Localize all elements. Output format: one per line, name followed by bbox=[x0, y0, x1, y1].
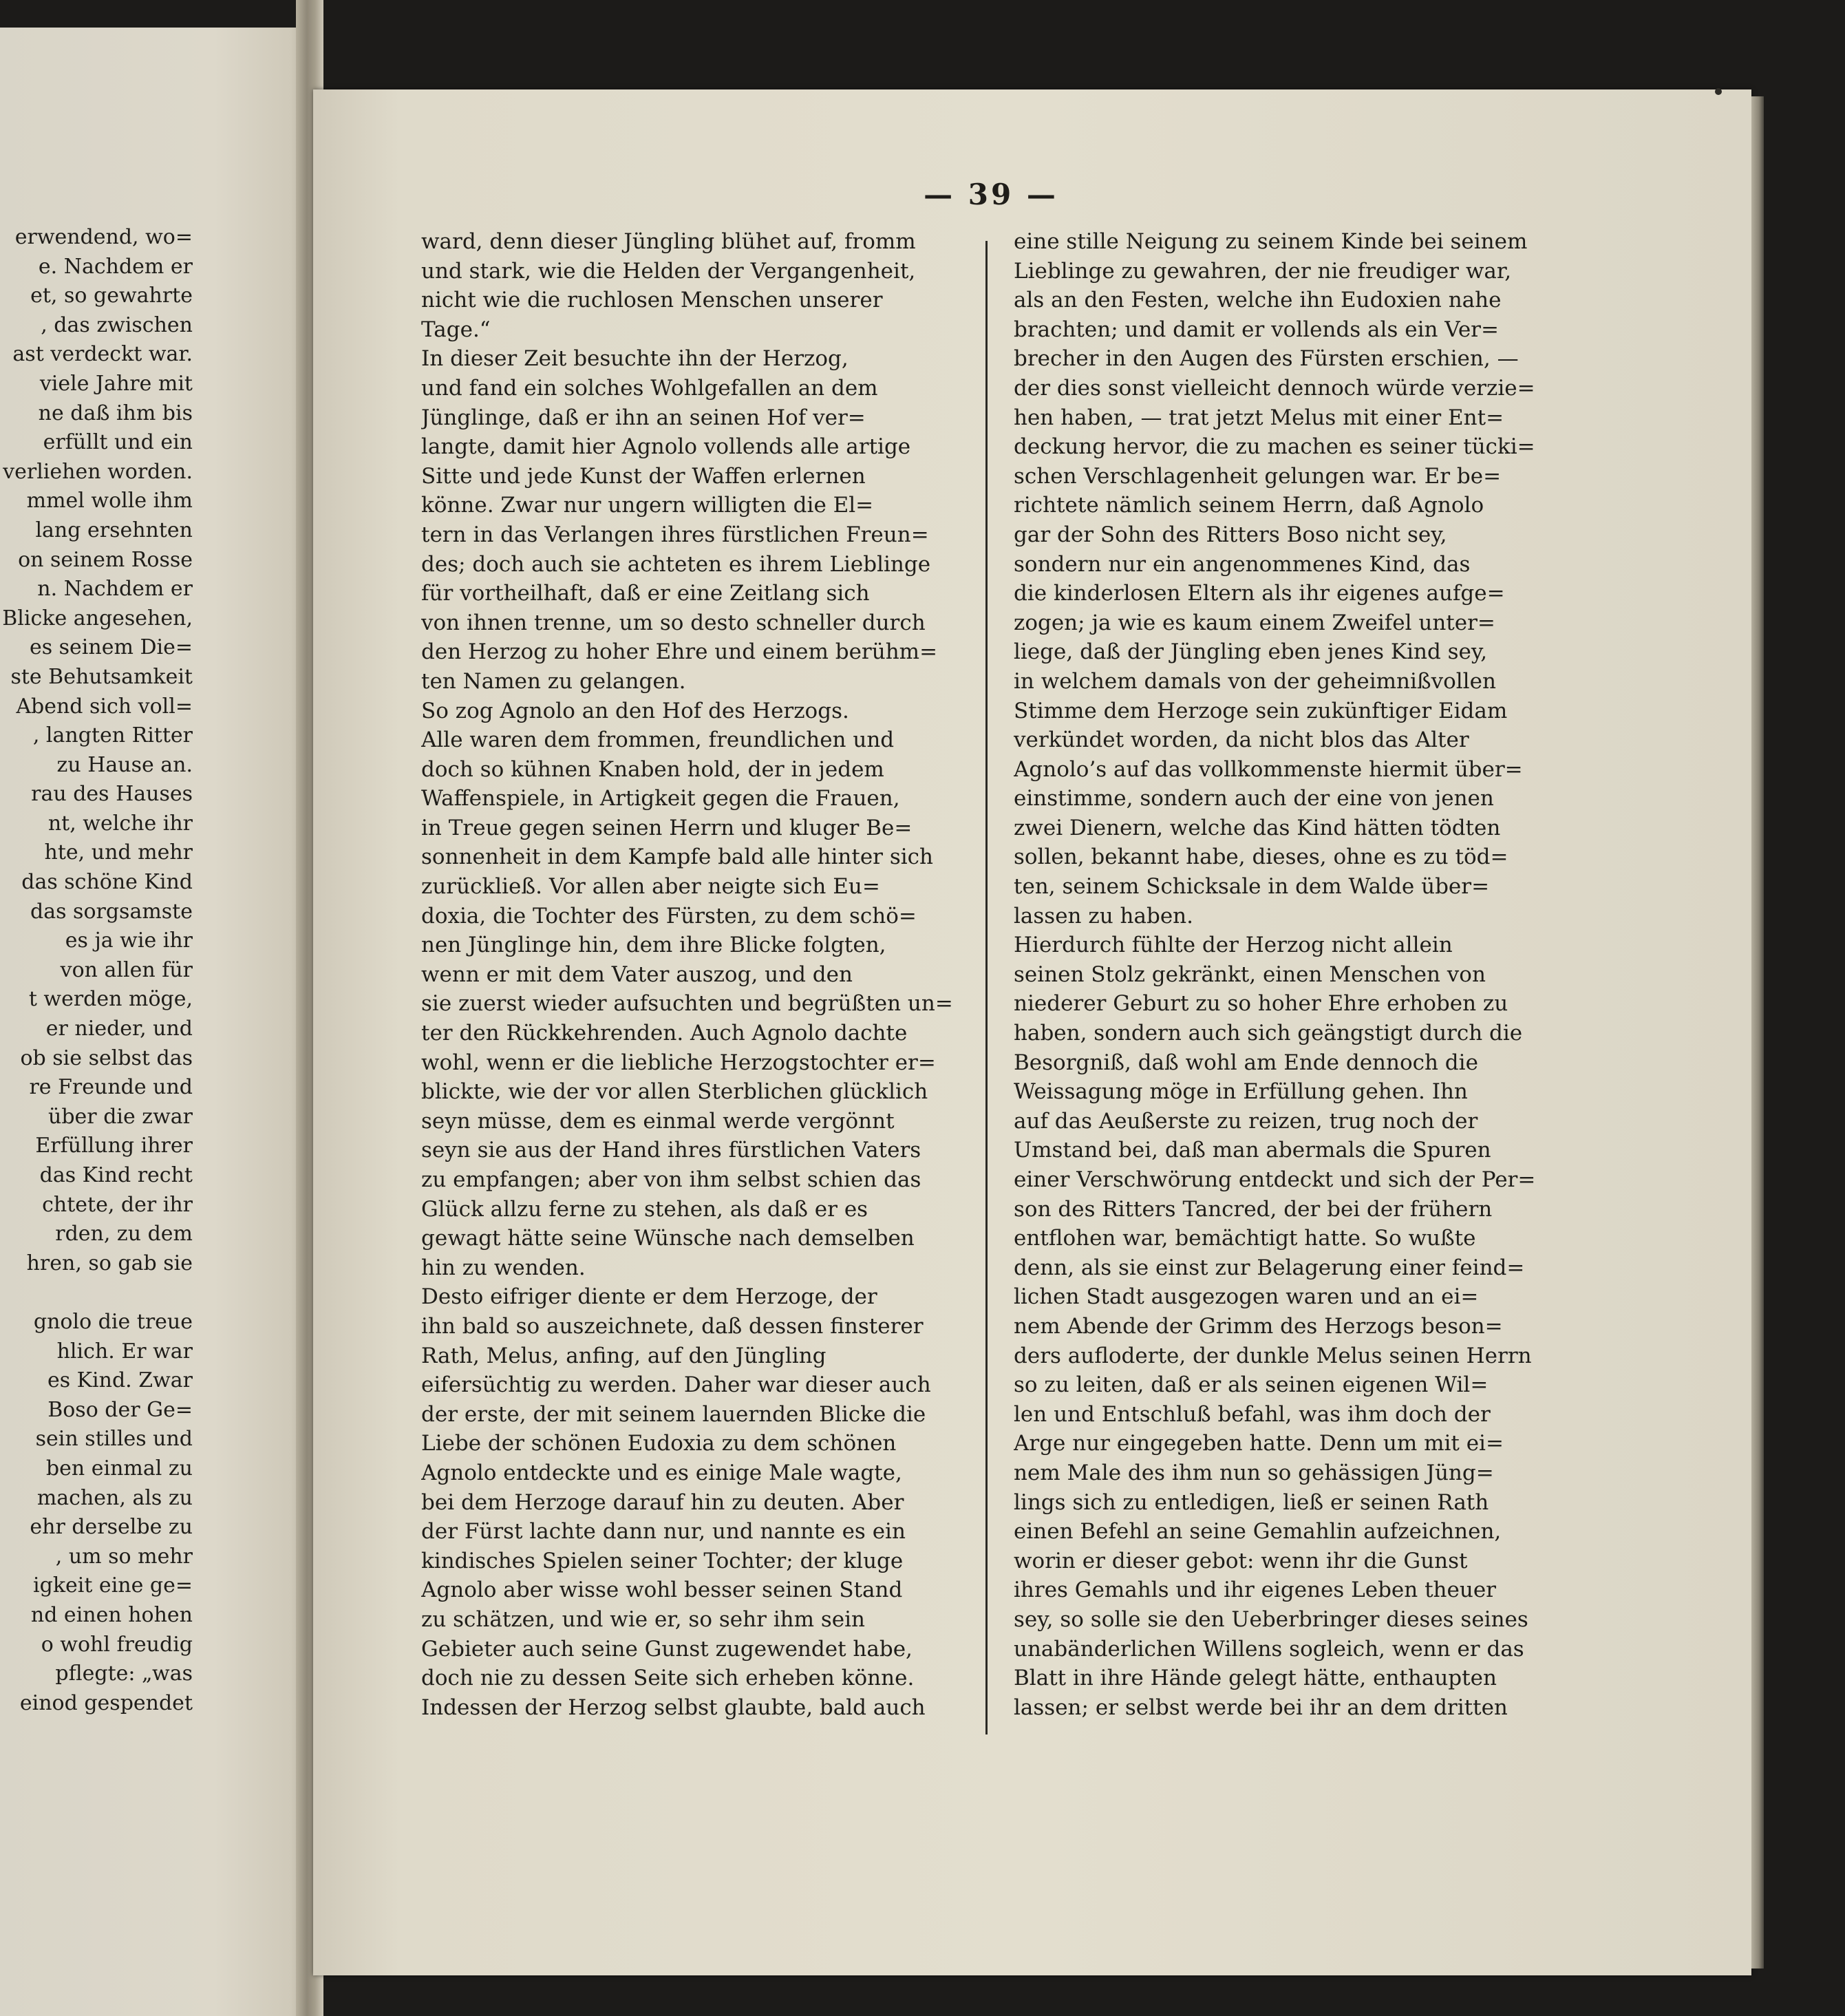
text-line: viele Jahre mit bbox=[39, 371, 193, 396]
text-line: des; doch auch sie achteten es ihrem Lieblinge bbox=[421, 551, 931, 577]
left-page-text-fragment bbox=[0, 223, 193, 1718]
text-line: lassen; er selbst werde bei ihr an dem dritten bbox=[1014, 1695, 1508, 1720]
text-line: sie zuerst wieder aufsuchten und begrüßten un= bbox=[421, 991, 953, 1017]
text-line: gnolo die treue bbox=[33, 1309, 193, 1334]
text-line: ehr derselbe zu bbox=[30, 1515, 193, 1540]
text-line: niederer Geburt zu so hoher Ehre erhoben zu bbox=[1014, 991, 1508, 1017]
text-line: wohl, wenn er die liebliche Herzogstochter er= bbox=[421, 1050, 936, 1075]
text-line: ne daß ihm bis bbox=[38, 401, 193, 425]
text-line: schen Verschlagenheit gelungen war. Er be= bbox=[1014, 463, 1502, 489]
text-line: zurückließ. Vor allen aber neigte sich Eu= bbox=[421, 874, 880, 900]
text-line: hen haben, — trat jetzt Melus mit einer Ent= bbox=[1014, 405, 1504, 430]
text-line: tern in das Verlangen ihres fürstlichen Freun= bbox=[421, 522, 929, 547]
text-line: einstimme, sondern auch der eine von jenen bbox=[1014, 786, 1494, 811]
text-line: re Freunde und bbox=[29, 1075, 193, 1100]
text-line: igkeit eine ge= bbox=[33, 1573, 193, 1598]
text-line: der Fürst lachte dann nur, und nannte es ein bbox=[421, 1519, 906, 1545]
text-line: nd einen hohen bbox=[30, 1602, 193, 1627]
text-line: gewagt hätte seine Wünsche nach demselben bbox=[421, 1226, 915, 1251]
text-line: einod gespendet bbox=[19, 1690, 193, 1715]
text-line: Tage.“ bbox=[421, 317, 491, 342]
text-line: Agnolo entdeckte und es einige Male wagte, bbox=[421, 1460, 902, 1485]
text-line: seyn sie aus der Hand ihres fürstlichen Vaters bbox=[421, 1138, 921, 1163]
text-line: denn, als sie einst zur Belagerung einer feind= bbox=[1014, 1255, 1525, 1280]
text-line: richtete nämlich seinem Herrn, daß Agnolo bbox=[1014, 493, 1484, 518]
text-line: Blicke angesehen, bbox=[2, 606, 193, 630]
text-line: und stark, wie die Helden der Vergangenheit, bbox=[421, 258, 916, 284]
text-line: hlich. Er war bbox=[56, 1339, 193, 1364]
text-line: Liebe der schönen Eudoxia zu dem schönen bbox=[421, 1431, 897, 1456]
text-line: über die zwar bbox=[48, 1104, 193, 1129]
text-line: ten Namen zu gelangen. bbox=[421, 668, 686, 694]
text-line: sey, so solle sie den Ueberbringer dieses seines bbox=[1014, 1606, 1528, 1632]
text-line: , langten Ritter bbox=[32, 723, 193, 748]
text-line: haben, sondern auch sich geängstigt durch die bbox=[1014, 1021, 1523, 1046]
text-line: das schöne Kind bbox=[21, 870, 193, 895]
column-rule bbox=[985, 241, 988, 1734]
text-line: hte, und mehr bbox=[44, 840, 193, 865]
text-line: seinen Stolz gekränkt, einen Menschen von bbox=[1014, 962, 1486, 987]
text-line: nen Jünglinge hin, dem ihre Blicke folgten, bbox=[421, 933, 886, 958]
text-line: So zog Agnolo an den Hof des Herzogs. bbox=[421, 698, 849, 723]
text-line: Arge nur eingegeben hatte. Denn um mit ei= bbox=[1014, 1431, 1504, 1456]
text-line: wenn er mit dem Vater auszog, und den bbox=[421, 962, 853, 987]
text-line: der erste, der mit seinem lauernden Blicke die bbox=[421, 1401, 926, 1427]
text-line: Stimme dem Herzoge sein zukünftiger Eidam bbox=[1014, 698, 1508, 723]
text-line: len und Entschluß befahl, was ihm doch der bbox=[1014, 1401, 1491, 1427]
text-line: der dies sonst vielleicht dennoch würde verzie= bbox=[1014, 375, 1535, 401]
text-line: sondern nur ein angenommenes Kind, das bbox=[1014, 551, 1471, 577]
text-line: doch nie zu dessen Seite sich erheben könne. bbox=[421, 1666, 915, 1691]
text-line: Alle waren dem frommen, freundlichen und bbox=[421, 728, 895, 753]
text-line: Umstand bei, daß man abermals die Spuren bbox=[1014, 1138, 1491, 1163]
text-line: Besorgniß, daß wohl am Ende dennoch die bbox=[1014, 1050, 1478, 1075]
text-line: ob sie selbst das bbox=[20, 1046, 193, 1070]
text-line: nicht wie die ruchlosen Menschen unserer bbox=[421, 288, 883, 313]
text-line: kindisches Spielen seiner Tochter; der kluge bbox=[421, 1548, 904, 1573]
text-line: erfüllt und ein bbox=[43, 430, 193, 455]
text-line: deckung hervor, die zu machen es seiner tücki= bbox=[1014, 434, 1535, 460]
text-line: ders aufloderte, der dunkle Melus seinen Herrn bbox=[1014, 1343, 1532, 1368]
text-line: es ja wie ihr bbox=[65, 929, 193, 953]
text-line: als an den Festen, welche ihn Eudoxien nahe bbox=[1014, 288, 1502, 313]
text-line: in Treue gegen seinen Herrn und kluger Be= bbox=[421, 815, 913, 840]
text-line: Agnolo’s auf das vollkommenste hiermit über= bbox=[1014, 756, 1523, 782]
text-line: zwei Dienern, welche das Kind hätten tödten bbox=[1014, 815, 1501, 840]
text-line: könne. Zwar nur ungern willigten die El= bbox=[421, 493, 874, 518]
right-text-column bbox=[1014, 227, 1564, 1722]
text-line bbox=[0, 1278, 193, 1308]
text-line: blickte, wie der vor allen Sterblichen glücklich bbox=[421, 1079, 928, 1105]
text-line: einen Befehl an seine Gemahlin aufzeichnen, bbox=[1014, 1519, 1502, 1545]
text-line: bei dem Herzoge darauf hin zu deuten. Aber bbox=[421, 1489, 904, 1515]
text-line: pflegte: „was bbox=[55, 1662, 193, 1686]
text-line: ste Behutsamkeit bbox=[10, 664, 193, 689]
text-line: die kinderlosen Eltern als ihr eigenes aufge= bbox=[1014, 581, 1505, 606]
text-line: er nieder, und bbox=[45, 1017, 193, 1041]
text-line: es Kind. Zwar bbox=[47, 1368, 193, 1393]
text-line: ward, denn dieser Jüngling blühet auf, fromm bbox=[421, 229, 916, 254]
text-line: Hierdurch fühlte der Herzog nicht allein bbox=[1014, 933, 1453, 958]
text-line: o wohl freudig bbox=[41, 1632, 193, 1657]
text-line: ten, seinem Schicksale in dem Walde über= bbox=[1014, 874, 1490, 900]
text-line: sollen, bekannt habe, dieses, ohne es zu töd= bbox=[1014, 845, 1508, 870]
text-line: so zu leiten, daß er als seinen eigenen Wil= bbox=[1014, 1372, 1489, 1398]
text-line: erwendend, wo= bbox=[14, 225, 193, 249]
text-line: Abend sich voll= bbox=[16, 694, 193, 719]
text-line: son des Ritters Tancred, der bei der frühern bbox=[1014, 1196, 1493, 1222]
text-line: Lieblinge zu gewahren, der nie freudiger war, bbox=[1014, 258, 1512, 284]
text-line: seyn müsse, dem es einmal werde vergönnt bbox=[421, 1108, 895, 1134]
text-line: eifersüchtig zu werden. Daher war dieser auch bbox=[421, 1372, 931, 1398]
text-line: rau des Hauses bbox=[31, 782, 193, 807]
text-line: für vortheilhaft, daß er eine Zeitlang sich bbox=[421, 581, 870, 606]
text-line: Erfüllung ihrer bbox=[35, 1134, 193, 1158]
text-line: chtete, der ihr bbox=[42, 1192, 193, 1217]
text-line: Rath, Melus, anfing, auf den Jüngling bbox=[421, 1343, 826, 1368]
text-line: hren, so gab sie bbox=[26, 1251, 193, 1275]
text-line: hin zu wenden. bbox=[421, 1255, 586, 1280]
text-line: Boso der Ge= bbox=[47, 1397, 193, 1422]
text-line: verliehen worden. bbox=[3, 459, 193, 484]
text-line: das sorgsamste bbox=[30, 899, 193, 924]
text-line: Desto eifriger diente er dem Herzoge, der bbox=[421, 1284, 877, 1310]
text-line: ihres Gemahls und ihr eigenes Leben theuer bbox=[1014, 1578, 1496, 1603]
text-line: Waffenspiele, in Artigkeit gegen die Frauen, bbox=[421, 786, 900, 811]
text-line: Gebieter auch seine Gunst zugewendet habe, bbox=[421, 1636, 913, 1662]
text-line: und fand ein solches Wohlgefallen an dem bbox=[421, 375, 878, 401]
text-line: in welchem damals von der geheimnißvollen bbox=[1014, 668, 1496, 694]
text-line: brecher in den Augen des Fürsten erschien, — bbox=[1014, 346, 1519, 372]
text-line: In dieser Zeit besuchte ihn der Herzog, bbox=[421, 346, 849, 372]
text-line: ben einmal zu bbox=[45, 1456, 193, 1481]
text-line: rden, zu dem bbox=[55, 1222, 193, 1246]
text-line: mmel wolle ihm bbox=[26, 489, 193, 513]
text-line: langte, damit hier Agnolo vollends alle artige bbox=[421, 434, 911, 460]
text-line: von ihnen trenne, um so desto schneller durch bbox=[421, 610, 926, 635]
text-line: doxia, die Tochter des Fürsten, zu dem schö= bbox=[421, 903, 917, 929]
text-line: das Kind recht bbox=[39, 1163, 193, 1187]
text-line: ter den Rückkehrenden. Auch Agnolo dachte bbox=[421, 1021, 908, 1046]
text-line: machen, als zu bbox=[36, 1485, 193, 1510]
text-line: liege, daß der Jüngling eben jenes Kind sey, bbox=[1014, 639, 1488, 665]
left-text-column bbox=[421, 227, 972, 1722]
text-line: es seinem Die= bbox=[29, 635, 193, 660]
text-line: eine stille Neigung zu seinem Kinde bei seinem bbox=[1014, 229, 1528, 254]
text-line: lings sich zu entledigen, ließ er seinen Rath bbox=[1014, 1489, 1489, 1515]
text-line: doch so kühnen Knaben hold, der in jedem bbox=[421, 756, 884, 782]
text-line: , das zwischen bbox=[41, 312, 193, 337]
text-line: nem Male des ihm nun so gehässigen Jüng= bbox=[1014, 1460, 1494, 1485]
text-line: verkündet worden, da nicht blos das Alter bbox=[1014, 728, 1469, 753]
text-line: unabänderlichen Willens sogleich, wenn er das bbox=[1014, 1636, 1524, 1662]
text-line: et, so gewahrte bbox=[30, 284, 193, 308]
text-line: zu empfangen; aber von ihm selbst schien das bbox=[421, 1167, 921, 1192]
text-line: nt, welche ihr bbox=[47, 811, 193, 836]
text-line: Weissagung möge in Erfüllung gehen. Ihn bbox=[1014, 1079, 1468, 1105]
text-line: lassen zu haben. bbox=[1014, 903, 1193, 929]
text-line: , um so mehr bbox=[55, 1544, 193, 1569]
text-line: t werden möge, bbox=[28, 987, 193, 1012]
text-line: zu Hause an. bbox=[56, 752, 193, 777]
text-line: Blatt in ihre Hände gelegt hätte, enthaupten bbox=[1014, 1666, 1497, 1691]
text-line: on seinem Rosse bbox=[18, 547, 193, 572]
text-line: zogen; ja wie es kaum einem Zweifel unter= bbox=[1014, 610, 1495, 635]
page-number: — 39 — bbox=[924, 178, 1058, 211]
text-line: Agnolo aber wisse wohl besser seinen Stand bbox=[421, 1578, 903, 1603]
text-line: Indessen der Herzog selbst glaubte, bald auch bbox=[421, 1695, 926, 1720]
text-line: nem Abende der Grimm des Herzogs beson= bbox=[1014, 1313, 1503, 1339]
text-line: entflohen war, bemächtigt hatte. So wußte bbox=[1014, 1226, 1476, 1251]
text-line: zu schätzen, und wie er, so sehr ihm sein bbox=[421, 1606, 866, 1632]
text-line: ihn bald so auszeichnete, daß dessen finsterer bbox=[421, 1313, 924, 1339]
text-line: den Herzog zu hoher Ehre und einem berühm= bbox=[421, 639, 938, 665]
text-line: von allen für bbox=[60, 957, 193, 982]
text-line: gar der Sohn des Ritters Boso nicht sey, bbox=[1014, 522, 1447, 547]
text-line: Sitte und jede Kunst der Waffen erlernen bbox=[421, 463, 866, 489]
text-line: ast verdeckt war. bbox=[12, 342, 193, 367]
text-line: sein stilles und bbox=[35, 1427, 193, 1452]
text-line: Jünglinge, daß er ihn an seinen Hof ver= bbox=[421, 405, 866, 430]
text-line: worin er dieser gebot: wenn ihr die Gunst bbox=[1014, 1548, 1468, 1573]
text-line: auf das Aeußerste zu reizen, trug noch der bbox=[1014, 1108, 1478, 1134]
text-line: Glück allzu ferne zu stehen, als daß er es bbox=[421, 1196, 868, 1222]
ink-speck bbox=[1715, 88, 1722, 95]
text-line: lichen Stadt ausgezogen waren und an ei= bbox=[1014, 1284, 1479, 1310]
text-line: brachten; und damit er vollends als ein Ver= bbox=[1014, 317, 1499, 342]
text-line: e. Nachdem er bbox=[38, 254, 193, 279]
text-line: n. Nachdem er bbox=[37, 577, 193, 602]
page-edge bbox=[1751, 96, 1764, 1969]
text-line: einer Verschwörung entdeckt und sich der Per= bbox=[1014, 1167, 1536, 1192]
text-line: lang ersehnten bbox=[35, 518, 193, 542]
text-line: sonnenheit in dem Kampfe bald alle hinter sich bbox=[421, 845, 933, 870]
